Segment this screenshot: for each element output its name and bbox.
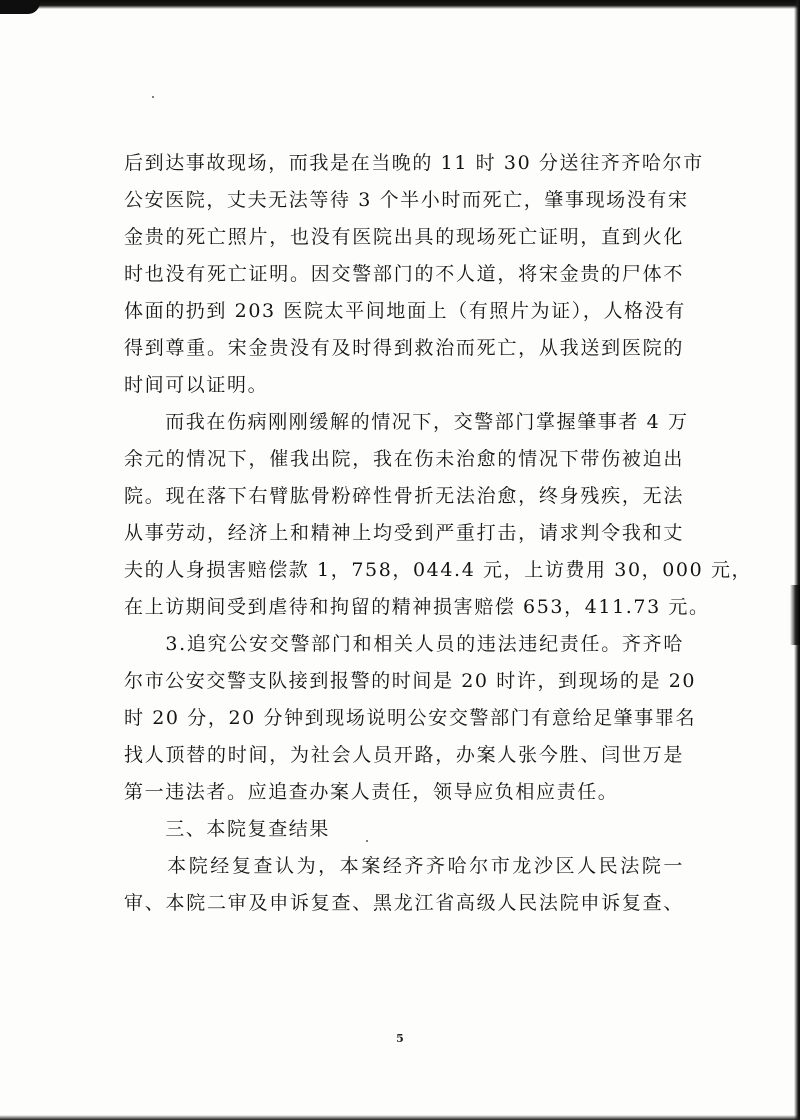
document-body — [124, 146, 753, 920]
text-line: 时也没有死亡证明。因交警部门的不人道，将宋金贵的尸体不 — [124, 263, 684, 285]
text-line: 体面的扔到 203 医院太平间地面上（有照片为证），人格没有 — [124, 300, 686, 322]
text-line: 找人顶替的时间，为社会人员开路，办案人张今胜、闫世万是 — [124, 744, 684, 766]
text-line: 余元的情况下，催我出院，我在伤未治愈的情况下带伤被迫出 — [124, 448, 684, 470]
scan-edge-right — [794, 0, 800, 1120]
text-line: 而我在伤病刚刚缓解的情况下，交警部门掌握肇事者 4 万 — [124, 411, 689, 433]
text-line: 3.追究公安交警部门和相关人员的违法违纪责任。齐齐哈 — [124, 633, 684, 655]
scan-edge-top — [0, 0, 800, 9]
text-line: 审、本院二审及申诉复查、黑龙江省高级人民法院申诉复查、 — [124, 892, 684, 914]
text-line: 时间可以证明。 — [124, 374, 269, 396]
section-heading: 三、本院复查结果 — [124, 818, 331, 840]
text-line: 第一违法者。应追查办案人责任，领导应负相应责任。 — [124, 781, 619, 803]
text-line: 尔市公安交警支队接到报警的时间是 20 时许，到现场的是 20 — [124, 670, 697, 692]
scan-edge-mark — [790, 585, 800, 645]
text-line: 后到达事故现场，而我是在当晚的 11 时 30 分送往齐齐哈尔市 — [124, 152, 704, 174]
text-line: 金贵的死亡照片，也没有医院出具的现场死亡证明，直到火化 — [124, 226, 684, 248]
scan-corner-mark — [0, 0, 40, 14]
text-line: 从事劳动，经济上和精神上均受到严重打击，请求判令我和丈 — [124, 522, 684, 544]
page-number: 5 — [396, 1032, 404, 1045]
scan-edge-bottom — [0, 1115, 800, 1120]
scan-speck — [152, 96, 154, 98]
text-line: 得到尊重。宋金贵没有及时得到救治而死亡，从我送到医院的 — [124, 337, 684, 359]
text-line: 院。现在落下右臂肱骨粉碎性骨折无法治愈，终身残疾，无法 — [124, 485, 684, 507]
text-line: 在上访期间受到虐待和拘留的精神损害赔偿 653，411.73 元。 — [124, 596, 710, 618]
text-line: 时 20 分，20 分钟到现场说明公安交警部门有意给足肇事罪名 — [124, 707, 697, 729]
text-line: 公安医院，丈夫无法等待 3 个半小时而死亡，肇事现场没有宋 — [124, 189, 689, 211]
text-line: 本院经复查认为，本案经齐齐哈尔市龙沙区人民法院一 — [124, 855, 684, 877]
text-line: 夫的人身损害赔偿款 1，758，044.4 元，上访费用 30，000 元， — [124, 559, 753, 581]
